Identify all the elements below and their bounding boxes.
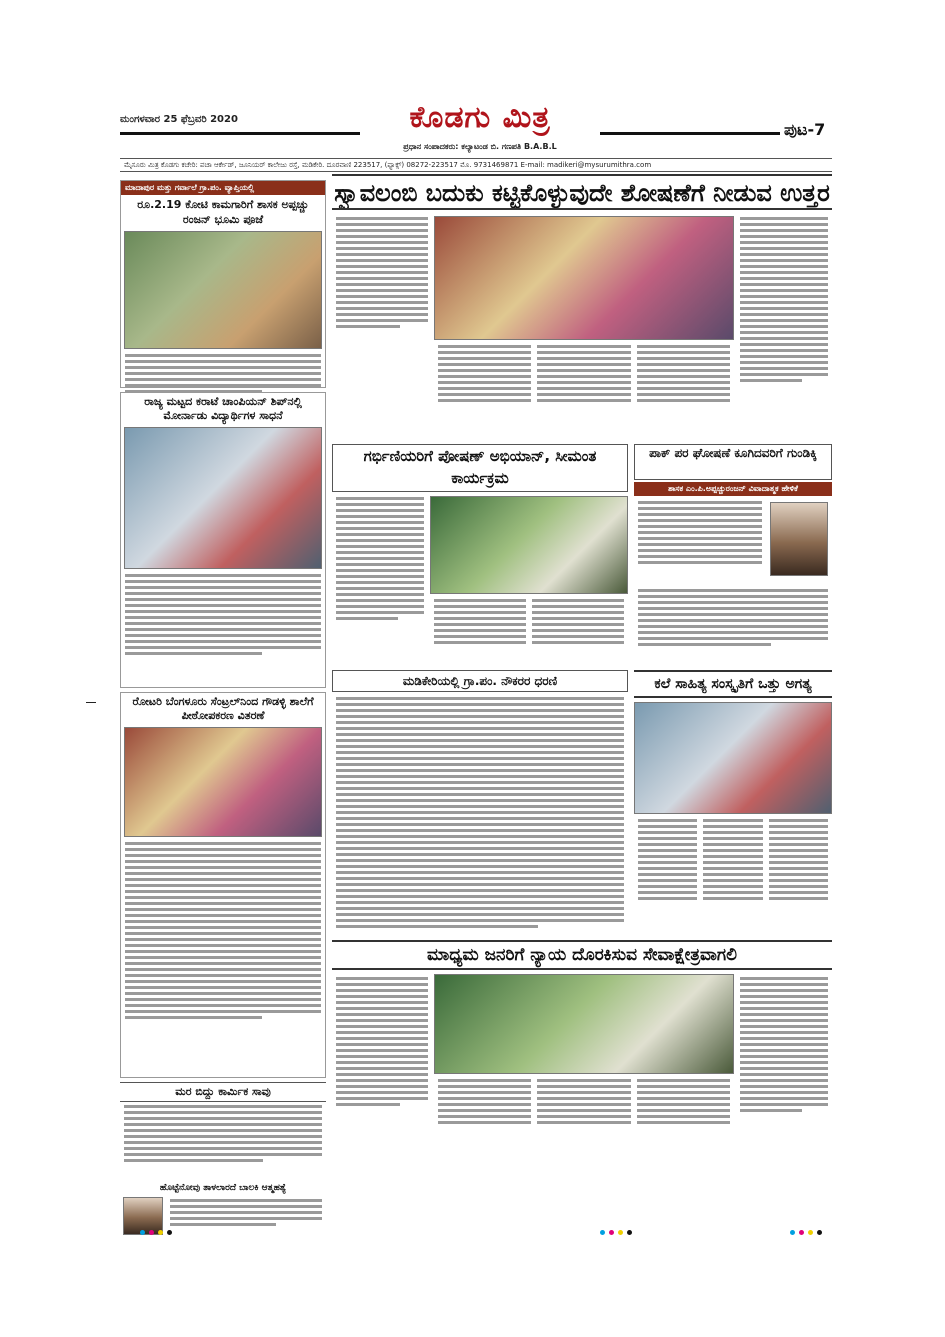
story-headline: ರೋಟರಿ ಬೆಂಗಳೂರು ಸೆಂಟ್ರಲ್‌ನಿಂದ ಗೌಡಳ್ಳಿ ಶಾಲೆಗೆ ಪೀಠೋಪಕರಣ ವಿತರಣೆ — [132, 695, 314, 722]
office-address-bar: ಮೈಸೂರು ಮಿತ್ರ ಕೊಡಗು ಕಚೇರಿ: ಪಚಾ ಆರ್ಕೇಡ್, ಜೂನಿಯರ್ ಕಾಲೇಜು ರಸ್ತೆ, ಮಡಿಕೇರಿ. ದೂರವಾಣಿ 223517, (ಫ್ಯಾಕ್ಸ್) 08272-223517 ಮೊ. 9731469871 E-mail: madikeri@mysurumithra.com — [120, 158, 832, 172]
dharna-story-body — [332, 694, 628, 936]
art-story-body — [634, 816, 832, 938]
story-worker-death — [120, 1082, 326, 1178]
pak-story-headline: ಪಾಕ್ ಪರ ಘೋಷಣೆ ಕೂಗಿದವರಿಗೆ ಗುಂಡಿಕ್ಕಿ — [634, 444, 832, 480]
news-photo — [124, 231, 322, 349]
left-column — [120, 176, 326, 1236]
issue-date: ಮಂಗಳವಾರ 25 ಫೆಬ್ರವರಿ 2020 — [120, 114, 238, 125]
main-story-col1 — [332, 214, 432, 366]
page-number: ಪುಟ-7 — [784, 120, 826, 139]
pak-story-body-lower — [634, 586, 832, 666]
story-bhoomi-pooje — [120, 180, 326, 388]
art-story-photo — [634, 702, 832, 814]
masthead — [120, 96, 832, 154]
registration-marks-right — [790, 1230, 822, 1235]
story-headline: ಮರ ಬಿದ್ದು ಕಾರ್ಮಿಕ ಸಾವು — [120, 1082, 326, 1102]
story-headline: ರಾಜ್ಯ ಮಟ್ಟದ ಕರಾಟೆ ಚಾಂಪಿಯನ್ ಶಿಪ್‌ನಲ್ಲಿ ಮೋರ್ನಾಡು ವಿದ್ಯಾರ್ಥಿಗಳ ಸಾಧನೆ — [144, 395, 302, 422]
story-body — [166, 1196, 326, 1236]
main-story-photo — [434, 216, 734, 340]
main-headline: ಸ್ವಾವಲಂಬಿ ಬದುಕು ಕಟ್ಟಿಕೊಳ್ಳುವುದೇ ಶೋಷಣೆಗೆ ನೀಡುವ ಉತ್ತರ — [332, 174, 832, 210]
media-story-photo — [434, 974, 734, 1074]
margin-mark — [86, 702, 96, 703]
pak-story-kicker: ಶಾಸಕ ಎಂ.ಪಿ.ಅಪ್ಪಚ್ಚುರಂಜನ್ ವಿವಾದಾತ್ಮಕ ಹೇಳಿಕೆ — [634, 482, 832, 496]
main-story-col5 — [736, 214, 832, 442]
news-photo — [124, 727, 322, 837]
story-karate — [120, 392, 326, 688]
art-story-headline: ಕಲೆ ಸಾಹಿತ್ಯ ಸಂಸ್ಕೃತಿಗೆ ಒತ್ತು ಅಗತ್ಯ — [634, 670, 832, 698]
story-body — [121, 839, 325, 1025]
pregnancy-story-col1 — [332, 494, 428, 664]
story-headline: ಹೊಟ್ಟೆನೋವು ತಾಳಲಾರದೆ ಬಾಲಕಿ ಆತ್ಮಹತ್ಯೆ — [159, 1183, 287, 1193]
pregnancy-story-headline: ಗರ್ಭಿಣಿಯರಿಗೆ ಪೋಷಣ್ ಅಭಿಯಾನ್, ಸೀಮಂತ ಕಾರ್ಯಕ್ರಮ — [332, 444, 628, 492]
news-photo — [124, 427, 322, 569]
pak-story-body — [634, 498, 766, 586]
story-girl-suicide — [120, 1180, 326, 1236]
media-story-col1 — [332, 974, 432, 1146]
registration-marks-center — [600, 1230, 632, 1235]
mla-portrait — [770, 502, 828, 576]
media-story-headline: ಮಾಧ್ಯಮ ಜನರಿಗೆ ನ್ಯಾಯ ದೊರಕಿಸುವ ಸೇವಾಕ್ಷೇತ್ರವಾಗಲಿ — [332, 940, 832, 970]
main-story-body — [434, 342, 734, 442]
story-kicker: ಮಾದಾಪುರ ಮತ್ತು ಗರ್ವಾಲೆ ಗ್ರಾ.ಪಂ. ವ್ಯಾಪ್ತಿಯಲ್ಲಿ — [121, 181, 325, 195]
story-headline: ರೂ.2.19 ಕೋಟಿ ಕಾಮಗಾರಿಗೆ ಶಾಸಕ ಅಪ್ಪಚ್ಚು ರಂಜನ್ ಭೂಮಿ ಪೂಜೆ — [137, 198, 309, 226]
story-body — [120, 1102, 326, 1168]
story-rotary — [120, 692, 326, 1078]
dharna-story-headline: ಮಡಿಕೇರಿಯಲ್ಲಿ ಗ್ರಾ.ಪಂ. ನೌಕರರ ಧರಣಿ — [332, 670, 628, 692]
media-story-col5 — [736, 974, 832, 1148]
story-body — [121, 571, 325, 661]
registration-marks-left — [140, 1230, 172, 1235]
pregnancy-story-body — [430, 596, 628, 666]
masthead-rule-left — [120, 132, 360, 135]
masthead-rule-right — [600, 132, 780, 135]
newspaper-page — [120, 96, 832, 1236]
pregnancy-story-photo — [430, 496, 628, 594]
chief-editor-line: ಪ್ರಧಾನ ಸಂಪಾದಕರು: ಕಲ್ಯಾಟಂಡ ಬಿ. ಗಣಪತಿ B.A.B.L — [403, 142, 557, 151]
media-story-body — [434, 1076, 734, 1148]
newspaper-logo: ಕೊಡಗು ಮಿತ್ರ — [409, 100, 551, 135]
